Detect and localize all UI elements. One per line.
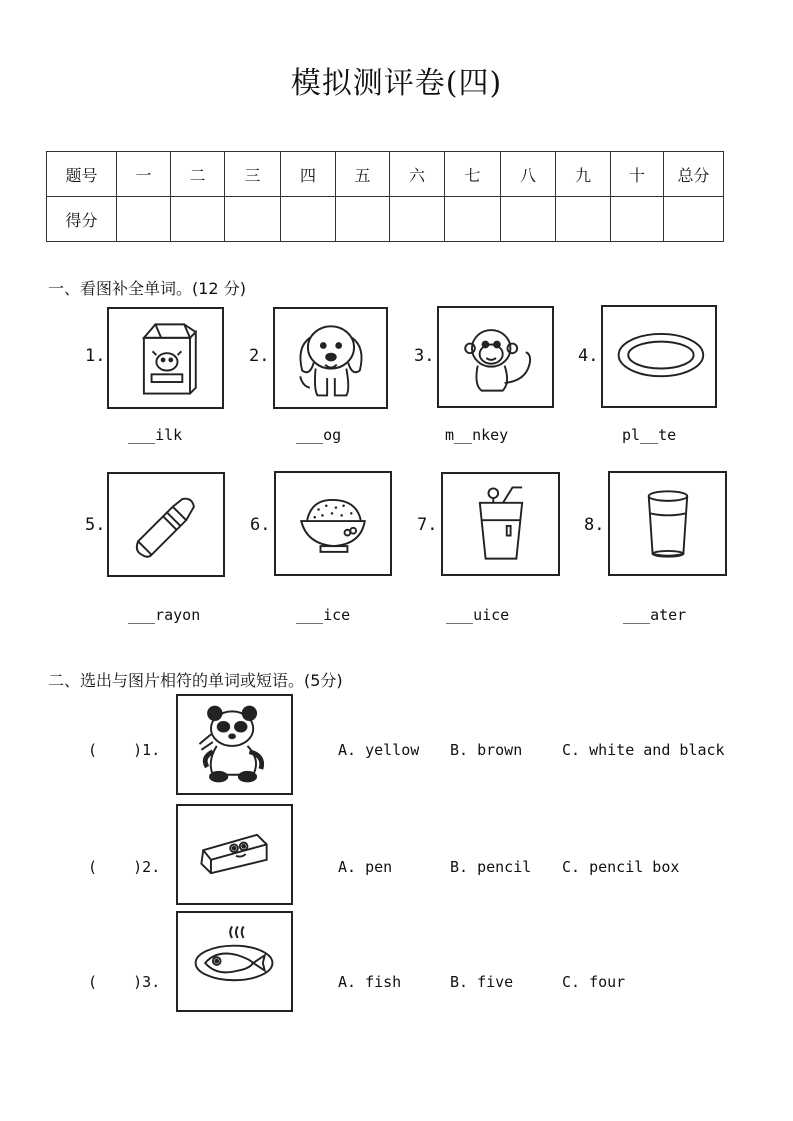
score-input-cell[interactable]	[281, 197, 336, 242]
option-a: A. pen	[338, 858, 393, 876]
section2-heading: 二、选出与图片相符的单词或短语。(5分)	[48, 671, 343, 690]
score-input-cell[interactable]	[664, 197, 724, 242]
question-number: ( )1.	[88, 741, 161, 759]
score-header-cell: 六	[390, 152, 445, 197]
picture-frame	[176, 804, 293, 905]
score-header-cell: 四	[281, 152, 336, 197]
fill-word: ___uice	[446, 606, 510, 624]
fill-word: ___ater	[623, 606, 687, 624]
picture-frame	[273, 307, 388, 409]
item-number: 8.	[584, 515, 605, 535]
option-a: A. fish	[338, 973, 402, 991]
score-header-cell: 十	[611, 152, 664, 197]
score-input-cell[interactable]	[225, 197, 281, 242]
section1-heading: 一、看图补全单词。(12 分)	[48, 279, 246, 298]
score-input-cell[interactable]	[171, 197, 225, 242]
score-header-cell: 八	[501, 152, 556, 197]
score-input-cell[interactable]	[445, 197, 501, 242]
panda-icon	[178, 696, 291, 793]
crayon-icon	[109, 474, 223, 575]
item-number: 7.	[417, 515, 438, 535]
milk-carton-icon	[109, 309, 222, 407]
item-number: 3.	[414, 346, 435, 366]
plate-icon	[603, 307, 715, 406]
fill-word: ___rayon	[128, 606, 201, 624]
score-input-cell[interactable]	[390, 197, 445, 242]
pencil-box-icon	[178, 806, 291, 903]
water-glass-icon	[610, 473, 725, 574]
question-number: ( )2.	[88, 858, 161, 876]
fill-word: ___og	[296, 426, 342, 444]
score-header-cell: 三	[225, 152, 281, 197]
score-row-label: 得分	[47, 197, 117, 242]
picture-frame	[608, 471, 727, 576]
item-number: 1.	[85, 346, 106, 366]
score-header-cell: 七	[445, 152, 501, 197]
score-header-cell: 题号	[47, 152, 117, 197]
picture-frame	[107, 307, 224, 409]
score-table-score-row	[47, 197, 724, 242]
option-c: C. white and black	[562, 741, 725, 759]
score-header-cell: 五	[336, 152, 390, 197]
option-c: C. four	[562, 973, 626, 991]
picture-frame	[437, 306, 554, 408]
item-number: 2.	[249, 346, 270, 366]
option-b: B. pencil	[450, 858, 532, 876]
monkey-icon	[439, 308, 552, 406]
fill-word: pl__te	[622, 426, 677, 444]
score-input-cell[interactable]	[336, 197, 390, 242]
score-table-header-row	[47, 152, 724, 197]
rice-bowl-icon	[276, 473, 390, 574]
option-a: A. yellow	[338, 741, 420, 759]
score-header-cell: 九	[556, 152, 611, 197]
score-header-cell: 一	[117, 152, 171, 197]
option-c: C. pencil box	[562, 858, 680, 876]
item-number: 5.	[85, 515, 106, 535]
page-title: 模拟测评卷(四)	[290, 66, 503, 101]
picture-frame	[274, 471, 392, 576]
score-input-cell[interactable]	[556, 197, 611, 242]
score-table	[46, 151, 724, 242]
picture-frame	[176, 694, 293, 795]
item-number: 4.	[578, 346, 599, 366]
option-b: B. brown	[450, 741, 523, 759]
juice-cup-icon	[443, 474, 558, 574]
picture-frame	[107, 472, 225, 577]
picture-frame	[176, 911, 293, 1012]
option-b: B. five	[450, 973, 514, 991]
fill-word: ___ilk	[128, 426, 183, 444]
picture-frame	[441, 472, 560, 576]
score-header-cell: 二	[171, 152, 225, 197]
question-number: ( )3.	[88, 973, 161, 991]
score-input-cell[interactable]	[501, 197, 556, 242]
score-input-cell[interactable]	[117, 197, 171, 242]
picture-frame	[601, 305, 717, 408]
fill-word: ___ice	[296, 606, 351, 624]
score-input-cell[interactable]	[611, 197, 664, 242]
dog-icon	[275, 309, 386, 407]
score-header-cell: 总分	[664, 152, 724, 197]
fish-plate-icon	[178, 913, 291, 1010]
fill-word: m__nkey	[445, 426, 509, 444]
item-number: 6.	[250, 515, 271, 535]
